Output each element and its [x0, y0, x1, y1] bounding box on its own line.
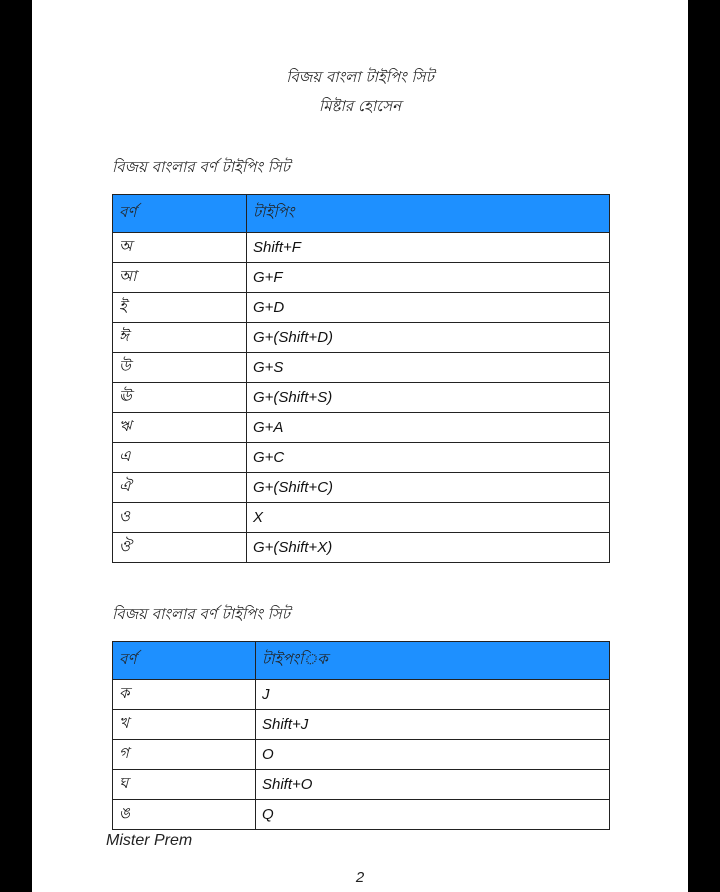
footer-note: Mister Prem: [106, 832, 193, 849]
column-header-letter: বর্ণ: [113, 195, 247, 233]
keys-cell: G+(Shift+C): [247, 473, 610, 503]
document-title: বিজয় বাংলা টাইপিং সিট: [286, 68, 434, 86]
keys-cell: G+C: [247, 443, 610, 473]
keys-cell: X: [247, 503, 610, 533]
table-row: [113, 353, 610, 383]
document-author: মিষ্টার হোসেন: [318, 97, 402, 115]
letter-cell: ঈ: [113, 323, 247, 353]
table-row: [113, 323, 610, 353]
table-header-row: [113, 642, 610, 680]
letter-cell: ঐ: [113, 473, 247, 503]
keys-cell: G+A: [247, 413, 610, 443]
letter-cell: ঔ: [113, 533, 247, 563]
keys-cell: G+F: [247, 263, 610, 293]
table-row: [113, 293, 610, 323]
table-row: [113, 443, 610, 473]
keys-cell: G+(Shift+D): [247, 323, 610, 353]
keys-cell: O: [256, 740, 610, 770]
letter-cell: অ: [113, 233, 247, 263]
table-row: [113, 533, 610, 563]
letter-cell: খ: [113, 710, 256, 740]
column-header-typing: টাইপিং: [247, 195, 610, 233]
keys-cell: G+(Shift+X): [247, 533, 610, 563]
table-row: [113, 800, 610, 830]
column-header-typing: টাইপংিক: [256, 642, 610, 680]
column-header-letter: বর্ণ: [113, 642, 256, 680]
section2-title: বিজয় বাংলার বর্ণ টাইপিং সিট: [112, 605, 290, 623]
letter-cell: গ: [113, 740, 256, 770]
table-row: [113, 770, 610, 800]
letter-cell: ও: [113, 503, 247, 533]
typing-table-vowels: [112, 194, 610, 563]
table-row: [113, 383, 610, 413]
document-page: [32, 0, 688, 892]
letter-cell: ঙ: [113, 800, 256, 830]
letter-cell: উ: [113, 353, 247, 383]
letter-cell: আ: [113, 263, 247, 293]
keys-cell: G+D: [247, 293, 610, 323]
letter-cell: এ: [113, 443, 247, 473]
keys-cell: Shift+O: [256, 770, 610, 800]
keys-cell: Shift+F: [247, 233, 610, 263]
keys-cell: Q: [256, 800, 610, 830]
keys-cell: Shift+J: [256, 710, 610, 740]
page-number: 2: [355, 869, 365, 886]
table-row: [113, 233, 610, 263]
keys-cell: G+S: [247, 353, 610, 383]
letter-cell: ঘ: [113, 770, 256, 800]
table-header-row: [113, 195, 610, 233]
table-row: [113, 710, 610, 740]
table-row: [113, 473, 610, 503]
letter-cell: ঋ: [113, 413, 247, 443]
keys-cell: J: [256, 680, 610, 710]
table-row: [113, 680, 610, 710]
letter-cell: ই: [113, 293, 247, 323]
table-row: [113, 263, 610, 293]
section1-title: বিজয় বাংলার বর্ণ টাইপিং সিট: [112, 158, 290, 176]
letter-cell: ক: [113, 680, 256, 710]
table-row: [113, 503, 610, 533]
letter-cell: ঊ: [113, 383, 247, 413]
table-row: [113, 413, 610, 443]
typing-table-consonants: [112, 641, 610, 830]
table-row: [113, 740, 610, 770]
keys-cell: G+(Shift+S): [247, 383, 610, 413]
